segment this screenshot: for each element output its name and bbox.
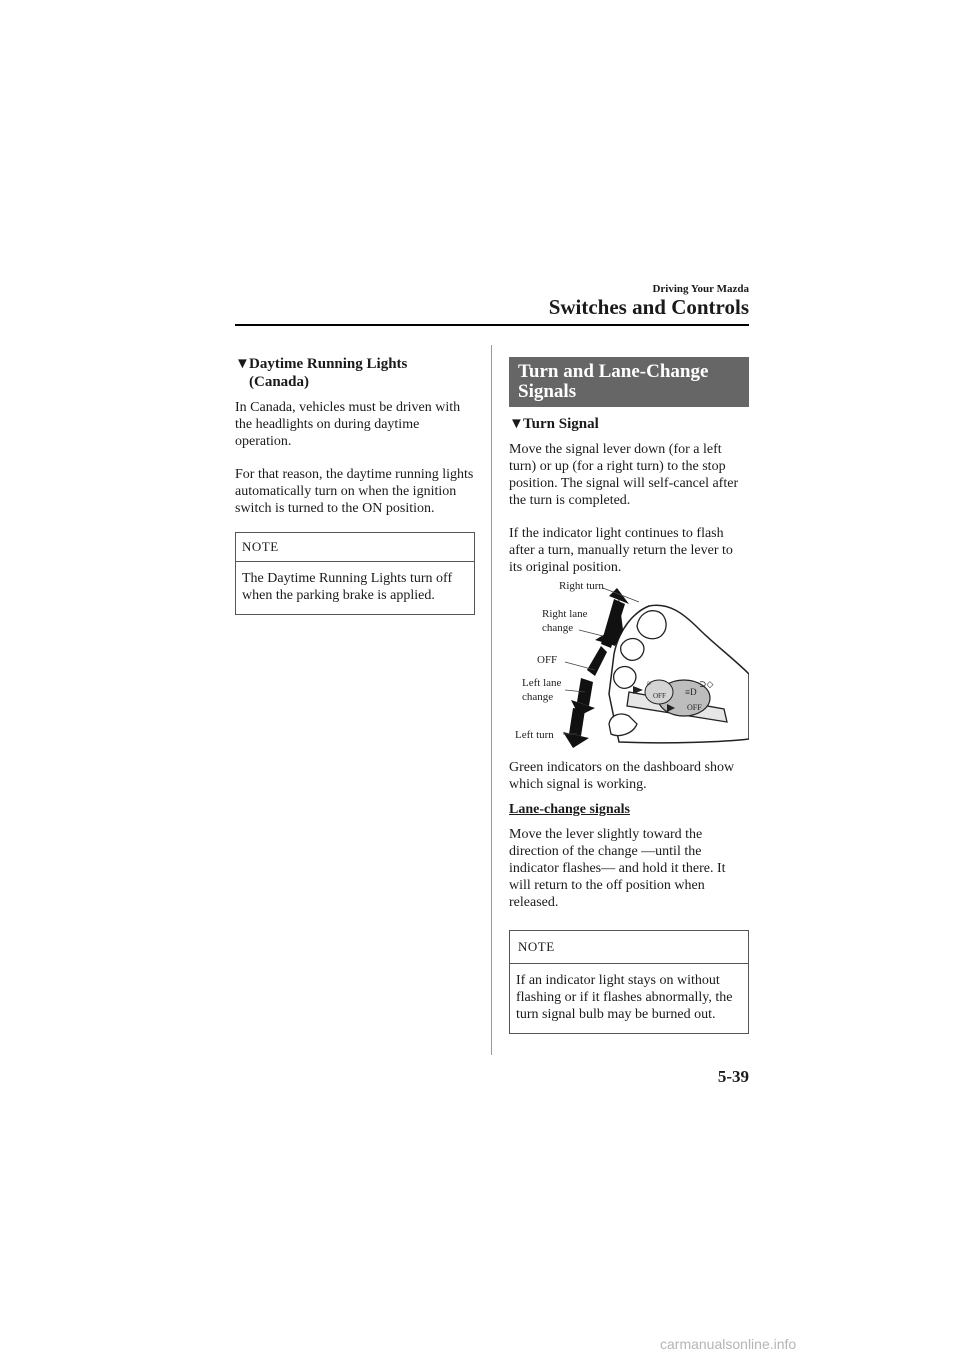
left-column (235, 355, 475, 615)
parking-light-symbol-icon: ⊃◇ (699, 679, 714, 689)
label-right-lane-1: Right lane (542, 608, 588, 620)
daytime-running-lights-heading (235, 355, 475, 391)
note-label: NOTE (510, 931, 748, 964)
header-kicker: Driving Your Mazda (652, 283, 749, 295)
lane-change-para: Move the lever slightly toward the direction of the change —until the indicator flashes— and hold it there. It will return to the off position when released. (509, 827, 726, 910)
daytime-para-1: In Canada, vehicles must be driven with the headlights on during daytime operation. (235, 400, 461, 449)
watermark: carmanualsonline.info (660, 1336, 797, 1352)
daytime-para-2: For that reason, the daytime running lights automatically turn on when the ignition switch is turned to the ON position. (235, 467, 474, 516)
dial-label-off-outer: OFF (687, 703, 702, 712)
headlight-symbol-icon: ≡D (685, 687, 697, 697)
label-right-lane-2: change (542, 622, 574, 634)
dial-label-off-inner: OFF (653, 692, 666, 700)
label-left-lane-2: change (522, 691, 554, 703)
page-title: Switches and Controls (548, 295, 749, 319)
turn-signal-para-1: Move the signal lever down (for a left turn) or up (for a right turn) to the stop position. The signal will self-cancel after the turn is completed. (509, 442, 739, 508)
page-number: 5-39 (717, 1067, 749, 1086)
note-label: NOTE (236, 533, 474, 562)
turn-signal-heading (509, 415, 749, 433)
down-triangle-icon: ▼ (509, 416, 524, 432)
label-left-turn: Left turn (515, 729, 554, 741)
note-box-daytime (235, 532, 475, 615)
lane-change-subheading: Lane-change signals (509, 802, 630, 817)
turn-signal-heading-text: Turn Signal (523, 416, 599, 432)
turn-signal-block (509, 415, 749, 576)
turn-signal-para-3: Green indicators on the dashboard show which signal is working. (509, 760, 735, 792)
label-left-lane-1: Left lane (522, 677, 562, 689)
note-text: The Daytime Running Lights turn off when the parking brake is applied. (242, 571, 453, 603)
down-triangle-icon: ▼ (235, 356, 250, 372)
note-box-lane-change (509, 930, 749, 1034)
note-text: If an indicator light stays on without flashing or if it flashes abnormally, the turn signal bulb may be burned out. (516, 973, 733, 1022)
section-banner: Turn and Lane-Change Signals (509, 357, 749, 407)
label-right-turn: Right turn (559, 580, 604, 592)
turn-signal-lever-diagram (509, 574, 749, 750)
header-rule (235, 324, 749, 326)
lane-change-block (509, 759, 749, 1034)
turn-signal-para-2: If the indicator light continues to flash after a turn, manually return the lever to its original position. (509, 526, 733, 575)
label-off: OFF (537, 654, 558, 666)
column-divider (491, 345, 492, 1055)
auto-light-symbol-icon: ☼ (645, 678, 653, 687)
heading-line-2: (Canada) (249, 374, 310, 390)
heading-line-1: Daytime Running Lights (249, 356, 408, 372)
